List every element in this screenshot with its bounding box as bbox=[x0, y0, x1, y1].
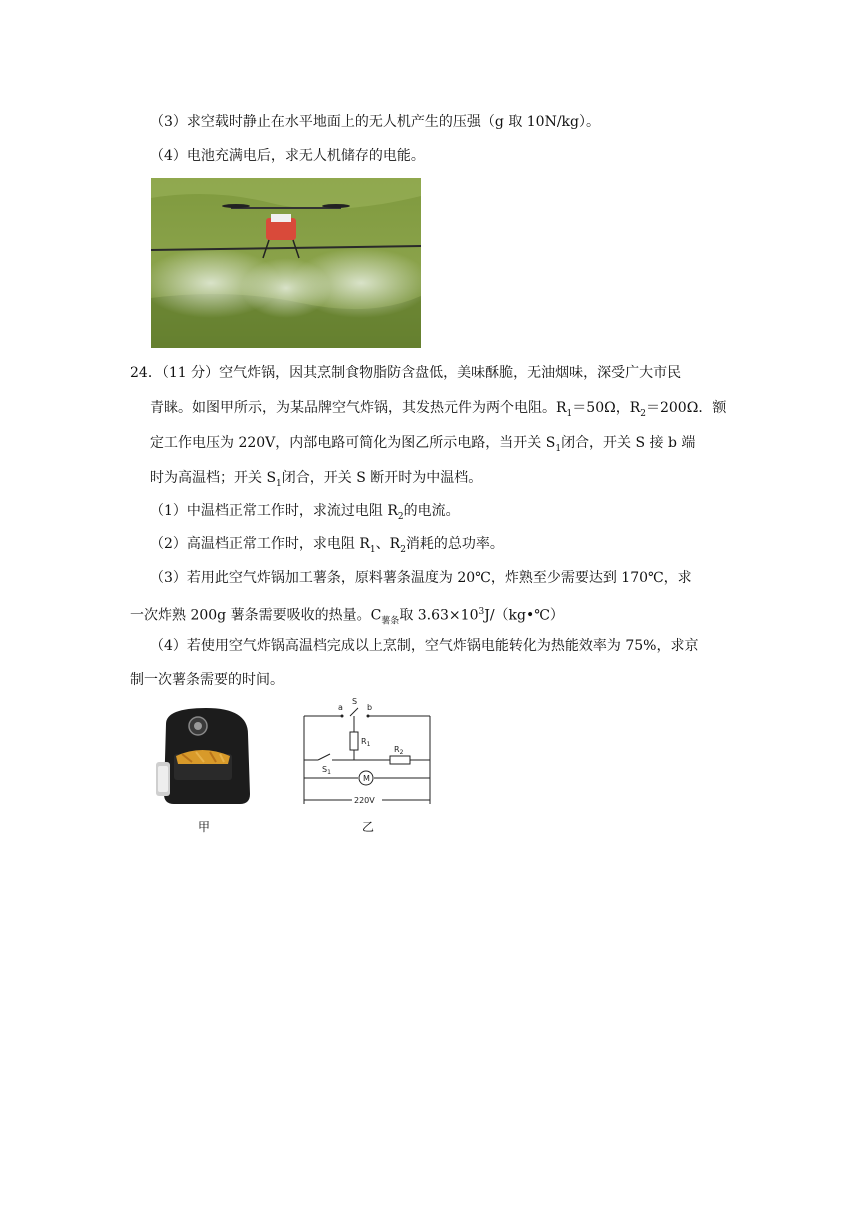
q24-intro-line2: 青睐。如图甲所示，为某品牌空气炸锅，其发热元件为两个电阻。$R_1=50\Omega$，$R_2=200\Omega$．额 bbox=[150, 400, 727, 419]
q24-sub4-line1: （4）若使用空气炸锅高温档完成以上烹制，空气炸锅电能转化为热能效率为 75%，求京 bbox=[150, 638, 699, 654]
q24-sub4-line2: 制一次薯条需要的时间。 bbox=[130, 672, 284, 688]
q24-sub3-line2: 一次炸熟 200g 薯条需要吸收的热量。$C_{薯条}$取 $3.63\times 10^3J/(kg•℃)$ bbox=[130, 607, 564, 627]
q24-sub3-line1: （3）若用此空气炸锅加工薯条，原料薯条温度为 20℃，炸熟至少需要达到 170℃，求 bbox=[150, 570, 692, 586]
q23-sub3: （3）求空载时静止在水平地面上的无人机产生的压强（g 取 10N/kg）。 bbox=[150, 114, 600, 130]
caption-yi: 乙 bbox=[362, 820, 375, 834]
q24-intro-line3: 定工作电压为 220V，内部电路可简化为图乙所示电路，当开关 $S_1$闭合，开关 S 接 b 端 bbox=[150, 435, 696, 454]
q24-intro-line1: 24．（11 分）空气炸锅，因其烹制食物脂防含盘低，美味酥脆，无油烟味，深受广大市民 bbox=[130, 365, 682, 381]
motor-label: M bbox=[363, 774, 370, 783]
circuit-label-s1: $S_1$ bbox=[322, 765, 331, 776]
q23-sub4: （4）电池充满电后，求无人机储存的电能。 bbox=[150, 148, 425, 164]
q24-intro-line4: 时为高温档；开关 $S_1$闭合，开关 S 断开时为中温档。 bbox=[150, 470, 483, 489]
circuit-label-a: a bbox=[338, 703, 343, 712]
air-fryer-image bbox=[152, 704, 260, 808]
circuit-diagram bbox=[294, 696, 440, 816]
q24-sub1: （1）中温档正常工作时，求流过电阻 $R_2$的电流。 bbox=[150, 503, 460, 522]
drone-spraying-photo bbox=[151, 178, 421, 348]
caption-jia: 甲 bbox=[198, 820, 211, 834]
voltage-label: 220V bbox=[354, 796, 375, 805]
circuit-label-r1: $R_1$ bbox=[361, 737, 371, 748]
circuit-label-r2: $R_2$ bbox=[394, 745, 404, 756]
q24-sub2: （2）高温档正常工作时，求电阻 $R_1$、$R_2$消耗的总功率。 bbox=[150, 536, 504, 555]
circuit-label-s: S bbox=[352, 697, 358, 706]
circuit-label-b: b bbox=[367, 703, 373, 712]
